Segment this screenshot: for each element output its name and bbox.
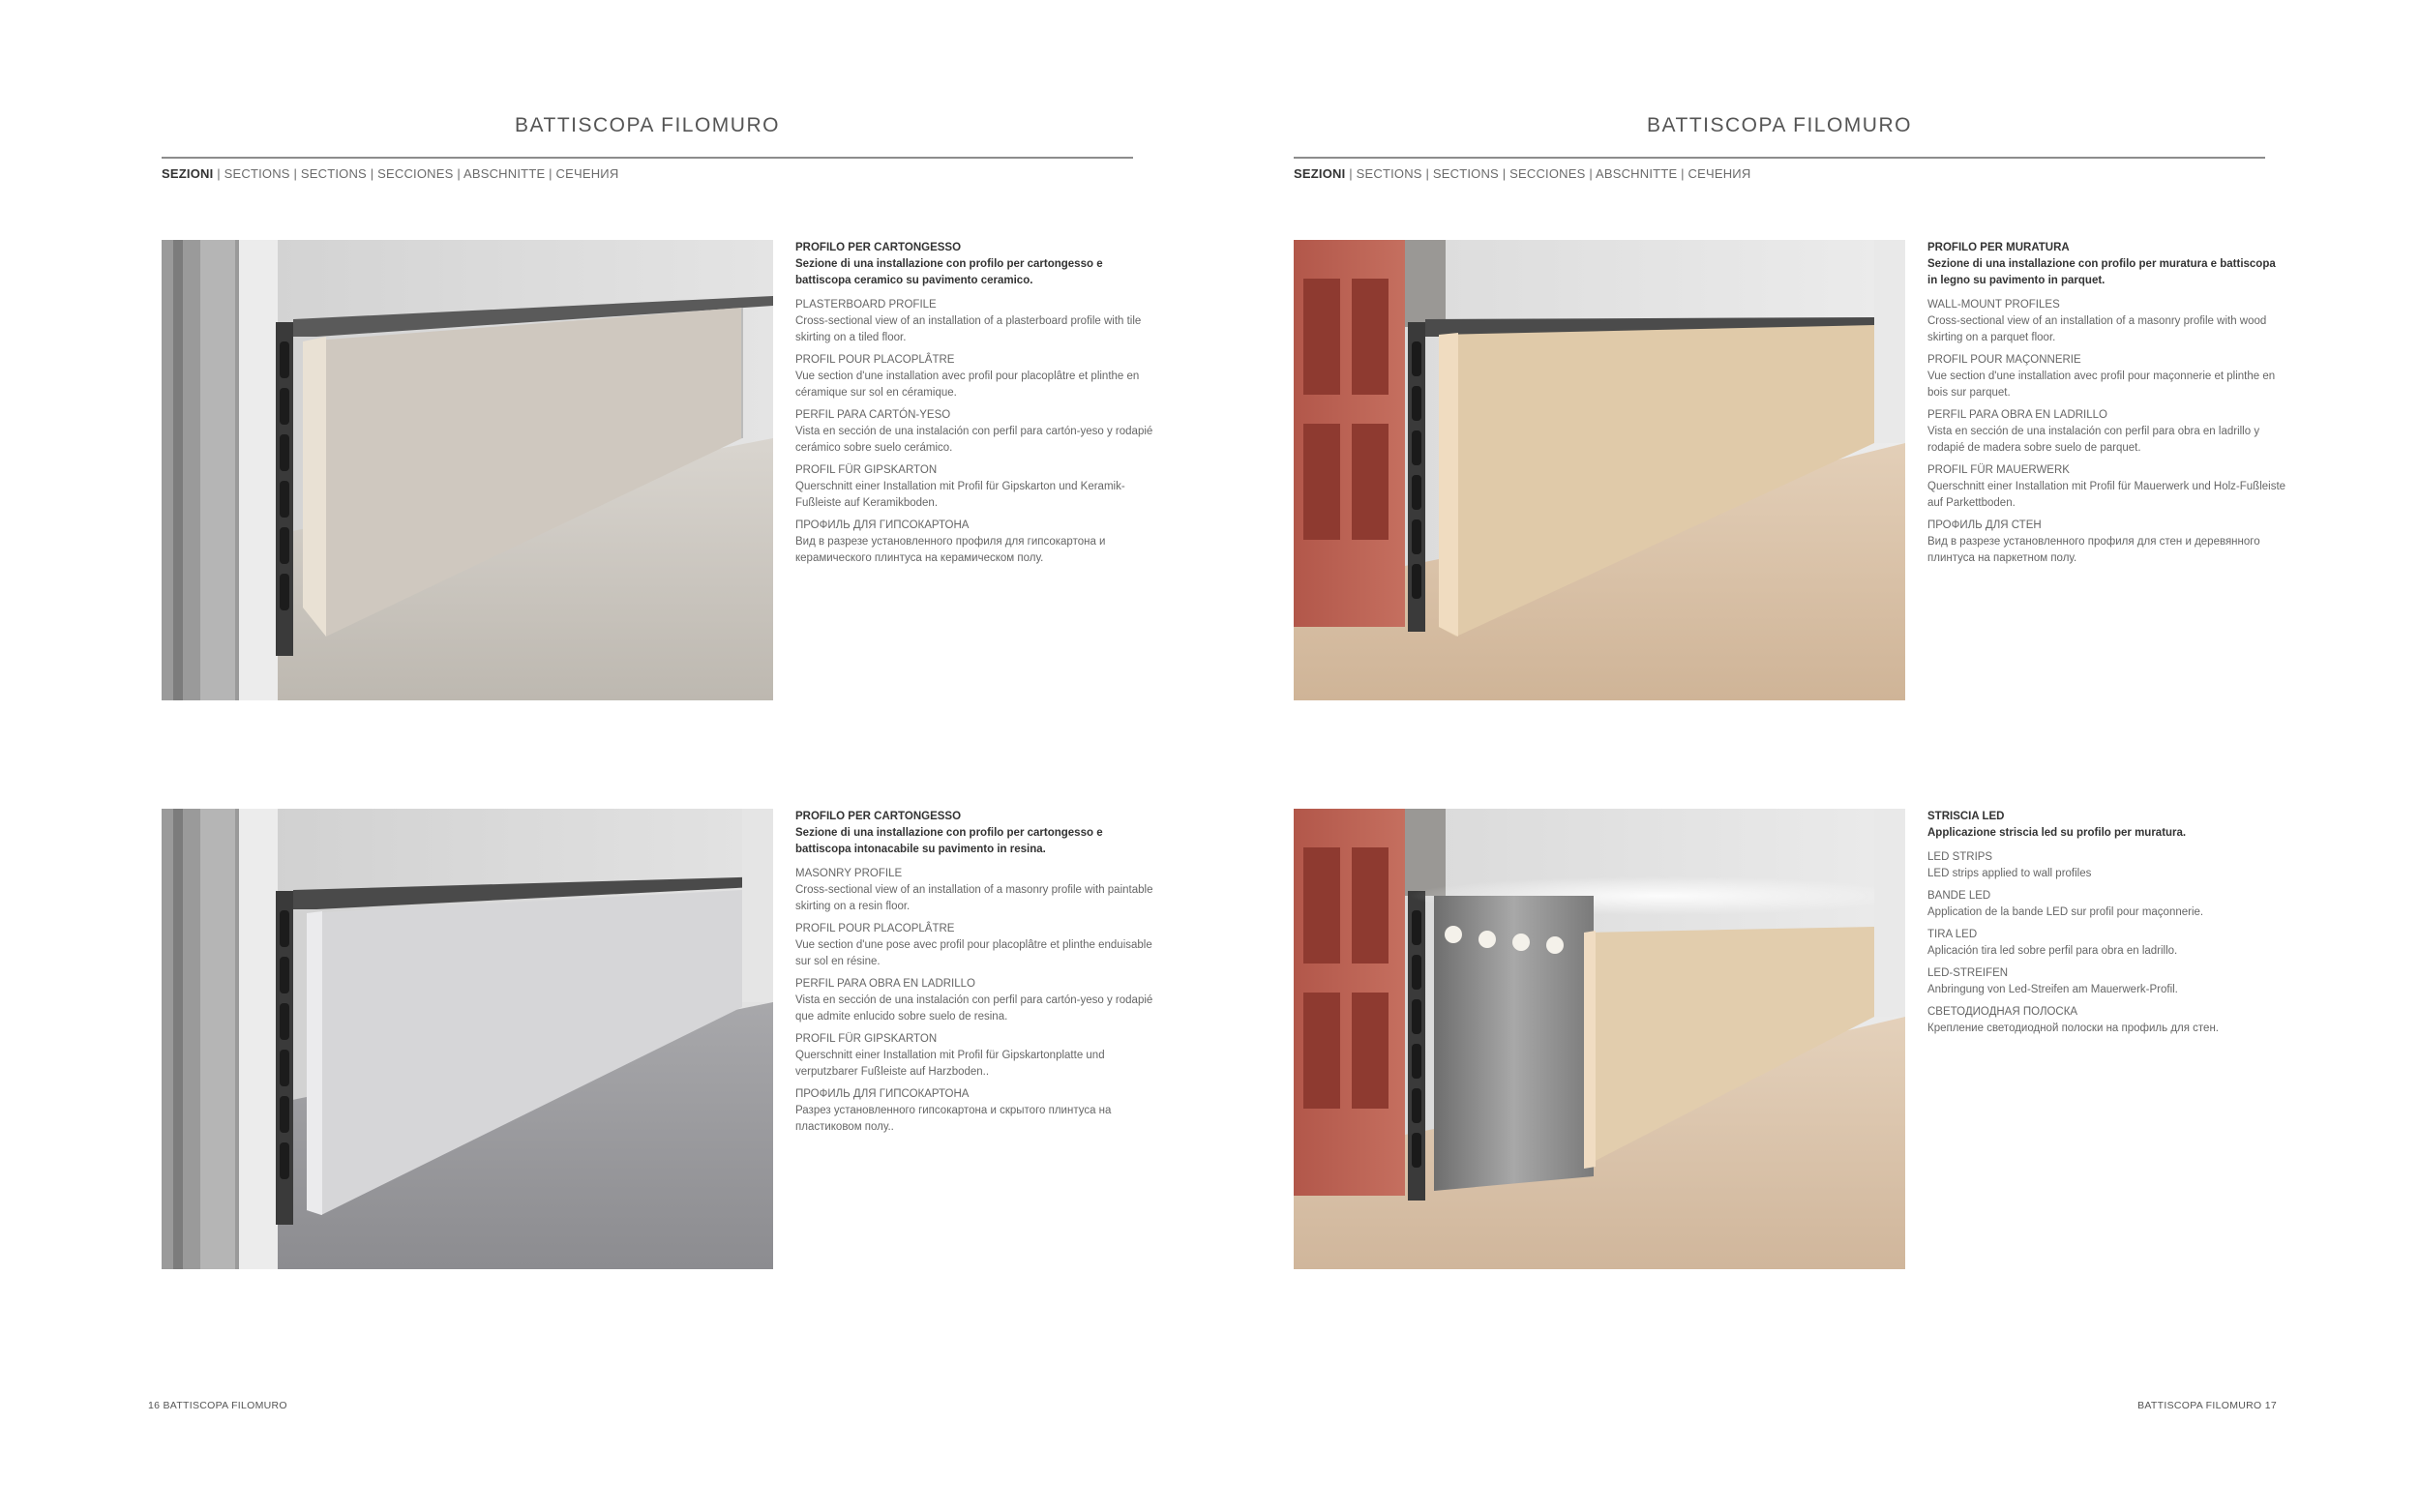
sections-translations: | SECTIONS | SECTIONS | SECCIONES | ABSCHNITTE | СЕЧЕНИЯ <box>213 166 619 181</box>
caption-subtitle: Sezione di una installazione con profilo per cartongesso e battiscopa ceramico su pavimento ceramico. <box>795 258 1103 286</box>
lang-text: Vue section d'une installation avec profil pour placoplâtre et plinthe en céramique sur sol en céramique. <box>795 371 1140 399</box>
lang-heading: PROFIL POUR MAÇONNERIE <box>1927 354 2081 366</box>
lang-text: Querschnitt einer Installation mit Profil für Gipskartonplatte und verputzbarer Fußleiste auf Harzboden.. <box>795 1050 1105 1078</box>
lang-text: Cross-sectional view of an installation of a plasterboard profile with tile skirting on a tiled floor. <box>795 315 1142 343</box>
caption-lang-de <box>1927 462 2287 512</box>
left-header-rule <box>162 157 1133 159</box>
lang-heading: PROFIL FÜR MAUERWERK <box>1927 464 2070 476</box>
caption-lang-fr <box>795 352 1155 401</box>
caption-lang-ru <box>1927 1004 2287 1037</box>
caption-lang-es <box>795 407 1155 457</box>
lang-heading: PROFIL FÜR GIPSKARTON <box>795 464 938 476</box>
lang-text: Разрез установленного гипсокартона и скрытого плинтуса на пластиковом полу.. <box>795 1105 1112 1133</box>
sections-label: SEZIONI <box>162 166 214 181</box>
caption-lang-fr <box>795 921 1155 970</box>
lang-text: Vista en sección de una instalación con perfil para cartón-yeso y rodapié cerámico sobre suelo cerámico. <box>795 426 1153 454</box>
lang-heading: PERFIL PARA CARTÓN-YESO <box>795 409 951 421</box>
lang-text: Vue section d'une installation avec profil pour maçonnerie et plinthe en bois sur parquet. <box>1927 371 2276 399</box>
caption-lang-ru <box>795 518 1155 567</box>
right-header-rule <box>1294 157 2265 159</box>
lang-text: Vista en sección de una instalación con perfil para cartón-yeso y rodapié que admite enlucido sobre suelo de resina. <box>795 994 1153 1023</box>
caption-subtitle: Sezione di una installazione con profilo per muratura e battiscopa in legno su pavimento in parquet. <box>1927 258 2276 286</box>
caption-subtitle: Applicazione striscia led su profilo per muratura. <box>1927 827 2187 839</box>
caption-lang-en <box>795 866 1155 915</box>
caption-lang-de <box>795 462 1155 512</box>
right-page-title: BATTISCOPA FILOMURO <box>1647 114 1912 136</box>
caption-lang-es <box>1927 927 2287 960</box>
caption-lang-fr <box>1927 888 2287 921</box>
left-page-title: BATTISCOPA FILOMURO <box>515 114 780 136</box>
caption-lang-en <box>795 297 1155 346</box>
caption-block-3 <box>795 809 1155 1141</box>
caption-title: STRISCIA LED <box>1927 811 2005 822</box>
lang-heading: PERFIL PARA OBRA EN LADRILLO <box>1927 409 2107 421</box>
sections-label: SEZIONI <box>1294 166 1346 181</box>
lang-text: Вид в разрезе установленного профиля для гипсокартона и керамического плинтуса на керамическом полу. <box>795 536 1106 564</box>
caption-lang-ru <box>795 1086 1155 1136</box>
caption-lang-de <box>795 1031 1155 1081</box>
lang-heading: LED STRIPS <box>1927 851 1993 863</box>
lang-text: Cross-sectional view of an installation of a masonry profile with wood skirting on a parquet floor. <box>1927 315 2267 343</box>
caption-subtitle: Sezione di una installazione con profilo per cartongesso e battiscopa intonacabile su pavimento in resina. <box>795 827 1103 855</box>
masonry-wood-section-image <box>1294 240 1905 700</box>
caption-lang-de <box>1927 965 2287 998</box>
lang-text: Querschnitt einer Installation mit Profil für Gipskarton und Keramik-Fußleiste auf Keramikboden. <box>795 481 1125 509</box>
plasterboard-ceramic-section-image <box>162 240 773 700</box>
caption-block-2 <box>1927 240 2287 573</box>
lang-text: LED strips applied to wall profiles <box>1927 868 2092 879</box>
caption-title: PROFILO PER MURATURA <box>1927 242 2070 253</box>
plasterboard-paintable-section-image <box>162 809 773 1269</box>
lang-heading: PROFIL POUR PLACOPLÂTRE <box>795 354 955 366</box>
lang-text: Вид в разрезе установленного профиля для стен и деревянного плинтуса на паркетном полу. <box>1927 536 2260 564</box>
left-sections-line <box>162 166 618 181</box>
lang-heading: ПРОФИЛЬ ДЛЯ ГИПСОКАРТОНА <box>795 1088 970 1100</box>
caption-lang-fr <box>1927 352 2287 401</box>
lang-text: Vue section d'une pose avec profil pour placoplâtre et plinthe enduisable sur sol en résine. <box>795 939 1152 967</box>
caption-block-1 <box>795 240 1155 573</box>
right-sections-line <box>1294 166 1750 181</box>
lang-text: Крепление светодиодной полоски на профиль для стен. <box>1927 1023 2219 1034</box>
lang-heading: ПРОФИЛЬ ДЛЯ СТЕН <box>1927 519 2042 531</box>
lang-heading: WALL-MOUNT PROFILES <box>1927 299 2060 311</box>
lang-heading: PERFIL PARA OBRA EN LADRILLO <box>795 978 975 990</box>
lang-heading: BANDE LED <box>1927 890 1991 902</box>
caption-title: PROFILO PER CARTONGESSO <box>795 811 962 822</box>
caption-lang-en <box>1927 297 2287 346</box>
lang-text: Querschnitt einer Installation mit Profil für Mauerwerk und Holz-Fußleiste auf Parkettboden. <box>1927 481 2286 509</box>
lang-heading: TIRA LED <box>1927 929 1978 940</box>
caption-block-4 <box>1927 809 2287 1043</box>
left-page-footer: 16 BATTISCOPA FILOMURO <box>148 1400 287 1411</box>
led-strip-section-image <box>1294 809 1905 1269</box>
caption-lang-en <box>1927 849 2287 882</box>
lang-heading: PLASTERBOARD PROFILE <box>795 299 937 311</box>
caption-lang-es <box>1927 407 2287 457</box>
lang-text: Anbringung von Led-Streifen am Mauerwerk-Profil. <box>1927 984 2178 995</box>
right-page-footer: BATTISCOPA FILOMURO 17 <box>2137 1400 2277 1411</box>
caption-title: PROFILO PER CARTONGESSO <box>795 242 962 253</box>
lang-heading: PROFIL FÜR GIPSKARTON <box>795 1033 938 1045</box>
sections-translations: | SECTIONS | SECTIONS | SECCIONES | ABSCHNITTE | СЕЧЕНИЯ <box>1345 166 1751 181</box>
lang-heading: PROFIL POUR PLACOPLÂTRE <box>795 923 955 934</box>
lang-heading: СВЕТОДИОДНАЯ ПОЛОСКА <box>1927 1006 2078 1018</box>
lang-text: Application de la bande LED sur profil pour maçonnerie. <box>1927 906 2204 918</box>
lang-heading: MASONRY PROFILE <box>795 868 903 879</box>
lang-text: Aplicación tira led sobre perfil para obra en ladrillo. <box>1927 945 2178 957</box>
lang-text: Cross-sectional view of an installation of a masonry profile with paintable skirting on a resin floor. <box>795 884 1153 912</box>
lang-heading: ПРОФИЛЬ ДЛЯ ГИПСОКАРТОНА <box>795 519 970 531</box>
lang-heading: LED-STREIFEN <box>1927 967 2009 979</box>
caption-lang-ru <box>1927 518 2287 567</box>
caption-lang-es <box>795 976 1155 1025</box>
lang-text: Vista en sección de una instalación con perfil para obra en ladrillo y rodapié de madera sobre suelo de parquet. <box>1927 426 2260 454</box>
